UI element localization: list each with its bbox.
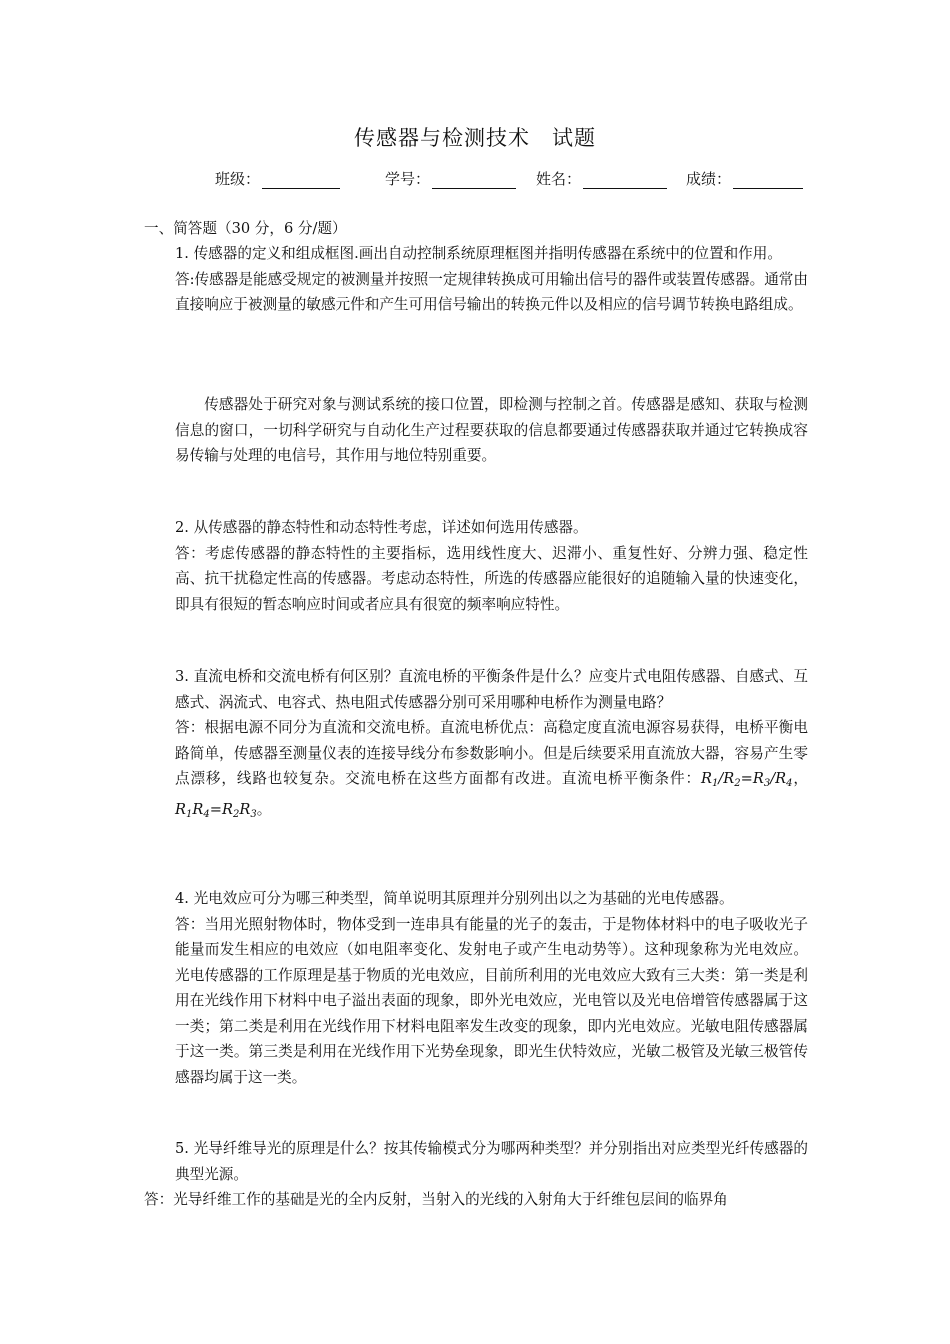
answer-4-text: 答：当用光照射物体时，物体受到一连串具有能量的光子的轰击，于是物体材料中的电子吸收光子能量而发生相应的电效应（如电阻率变化、发射电子或产生电动势等）。这种现象称为光电效应。光电传感器的工作原理是基于物质的光电效应，目前所利用的光电效应大致有三大类：第一类是利用在光线作用下材料中电子溢出表面的现象，即外光电效应，光电管以及光电倍增管传感器属于这一类；第二类是利用在光线作用下材料电阻率发生改变的现象，即内光电效应。光敏电阻传感器属于这一类。第三类是利用在光线作用下光势垒现象，即光生伏特效应，光敏二极管及光敏三极管传感器均属于这一类。 (175, 915, 808, 1086)
question-3 (175, 664, 808, 827)
class-field (215, 168, 340, 189)
answer-5 (144, 1187, 808, 1213)
score-label: 成绩： (686, 170, 732, 188)
balance-formula-2: $R_1R_4=R_2R_3$ (175, 800, 257, 820)
answer-1-text-2: 传感器处于研究对象与测试系统的接口位置，即检测与控制之首。传感器是感知、获取与检测信息的窗口，一切科学研究与自动化生产过程要获取的信息都要通过传感器获取并通过它转换成容易传输与处理的电信号，其作用与地位特别重要。 (175, 396, 808, 464)
balance-formula: $R_1/R_2=R_3/R_4$ (700, 770, 793, 789)
question-1-text: 1. 传感器的定义和组成框图.画出自动控制系统原理框图并指明传感器在系统中的位置和作用。 (175, 245, 782, 262)
question-5 (175, 1136, 808, 1187)
answer-1-paragraph-2 (175, 392, 808, 469)
question-2-text: 2. 从传感器的静态特性和动态特性考虑，详述如何选用传感器。 (175, 519, 588, 536)
class-blank[interactable] (262, 172, 340, 189)
answer-3-text: 答：根据电源不同分为直流和交流电桥。直流电桥优点：高稳定度直流电源容易获得，电桥平衡电路简单，传感器至测量仪表的连接导线分布参数影响小。但是后续要采用直流放大器，容易产生零点漂移，线路也较复杂。交流电桥在这些方面都有改进。直流电桥平衡条件：$R_1/R_2=R_3/R_4$，$R_1R_4=R_2R_3$。 (175, 719, 808, 820)
student-id-label: 学号： (385, 170, 431, 188)
question-2 (175, 515, 808, 617)
answer-2-text: 答：考虑传感器的静态特性的主要指标，选用线性度大、迟滞小、重复性好、分辨力强、稳定性高、抗干扰稳定性高的传感器。考虑动态特性，所选的传感器应能很好的追随输入量的快速变化，即具有很短的暂态响应时间或者应具有很宽的频率响应特性。 (175, 544, 808, 613)
answer-3-body: 答：根据电源不同分为直流和交流电桥。直流电桥优点：高稳定度直流电源容易获得，电桥平衡电路简单，传感器至测量仪表的连接导线分布参数影响小。但是后续要采用直流放大器，容易产生零点漂移，线路也较复杂。交流电桥在这些方面都有改进。直流电桥平衡条件： (175, 719, 808, 787)
exam-title: 传感器与检测技术 试题 (354, 126, 596, 150)
student-id-field (385, 168, 516, 189)
answer-1-text: 答:传感器是能感受规定的被测量并按照一定规律转换成可用输出信号的器件或装置传感器。通常由直接响应于被测量的敏感元件和产生可用信号输出的转换元件以及相应的信号调节转换电路组成。 (175, 270, 808, 313)
question-1 (175, 241, 808, 318)
answer-5-text: 答：光导纤维工作的基础是光的全内反射，当射入的光线的入射角大于纤维包层间的临界角 (144, 1191, 728, 1208)
class-label: 班级： (215, 170, 261, 188)
score-blank[interactable] (733, 172, 803, 189)
question-4 (175, 886, 808, 1090)
score-field (686, 168, 803, 189)
question-5-text: 5. 光导纤维导光的原理是什么？按其传输模式分为哪两种类型？并分别指出对应类型光纤传感器的典型光源。 (175, 1140, 808, 1183)
question-4-text: 4. 光电效应可分为哪三种类型，简单说明其原理并分别列出以之为基础的光电传感器。 (175, 890, 734, 907)
name-blank[interactable] (583, 172, 667, 189)
name-label: 姓名： (536, 170, 582, 188)
name-field (536, 168, 667, 189)
student-info-row (215, 168, 815, 192)
question-3-text: 3. 直流电桥和交流电桥有何区别？直流电桥的平衡条件是什么？应变片式电阻传感器、自感式、互感式、涡流式、电容式、热电阻式传感器分别可采用哪种电桥作为测量电路？ (175, 668, 808, 711)
section-heading: 一、简答题（30 分，6 分/题） (144, 220, 347, 237)
student-id-blank[interactable] (432, 172, 516, 189)
